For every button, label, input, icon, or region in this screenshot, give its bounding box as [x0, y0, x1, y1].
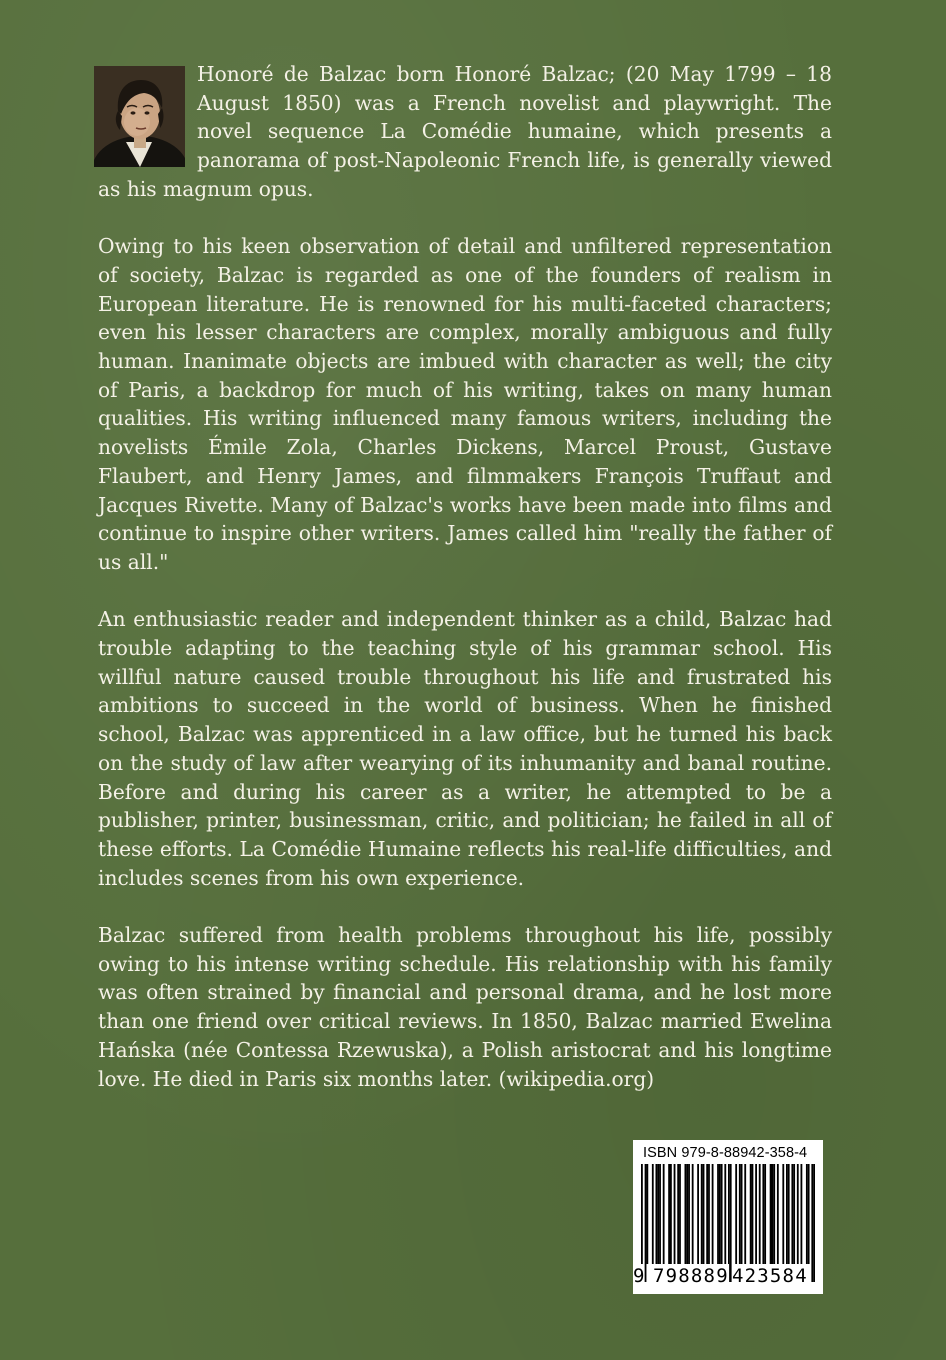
barcode-bar	[674, 1164, 676, 1264]
barcode-bar	[697, 1164, 699, 1264]
barcode-bar	[759, 1164, 761, 1264]
barcode-bar	[741, 1164, 743, 1264]
barcode-bar	[762, 1164, 764, 1264]
barcode-bar	[688, 1164, 690, 1264]
isbn-label: ISBN 979-8-88942-358-4	[643, 1145, 808, 1161]
bio-paragraph-3: An enthusiastic reader and independent thinker as a child, Balzac had trouble adapting to the teaching style of his grammar school. His willful nature caused trouble throughout his life and frustrated his ambitions to succeed in the world of business. When he finished school, Balzac was apprenticed in a law office, but he turned his back on the study of law after wearying of its inhumanity and banal routine. Before and during his career as a writer, he attempted to be a publisher, printer, businessman, critic, and politician; he failed in all of these efforts. La Comédie Humaine reflects his real-life difficulties, and includes scenes from his own experience.	[98, 607, 832, 890]
barcode-bar	[652, 1164, 654, 1264]
barcode-bar	[793, 1164, 795, 1264]
barcode-digit-lead: 9	[633, 1265, 645, 1287]
barcode-bar	[752, 1164, 754, 1264]
barcode-bar	[679, 1164, 681, 1264]
barcode-bar	[657, 1164, 659, 1264]
barcode-bar	[735, 1164, 737, 1264]
barcode-bar	[764, 1164, 766, 1264]
barcode-bar	[670, 1164, 672, 1264]
author-portrait	[94, 66, 185, 167]
barcode-bar	[786, 1164, 788, 1264]
barcode-bar	[656, 1164, 658, 1264]
barcode-bar	[750, 1164, 752, 1264]
barcode-bar	[677, 1164, 679, 1264]
barcode-bar	[719, 1164, 721, 1264]
barcode-digits	[633, 1264, 823, 1288]
bio-paragraph-1	[98, 60, 832, 204]
barcode-bar	[717, 1164, 719, 1264]
barcode-bar	[772, 1164, 774, 1264]
barcode-digits-right: 423584	[732, 1265, 808, 1287]
barcode-bar	[686, 1164, 688, 1264]
barcode-bar	[744, 1164, 746, 1264]
barcode-bar	[773, 1164, 775, 1264]
barcode-bar	[685, 1164, 687, 1264]
barcode-bar	[668, 1164, 670, 1264]
barcode-bar	[801, 1164, 803, 1264]
barcode-bar	[708, 1164, 710, 1264]
barcode-bar	[659, 1164, 661, 1264]
barcode-bar	[721, 1164, 723, 1264]
barcode-bar	[706, 1164, 708, 1264]
paragraph-text-1: Honoré de Balzac born Honoré Balzac; (20 May 1799 – 18 August 1850) was a French novelist and playwright. The novel sequence La Comédie humaine, which presents a panorama of post-Napoleonic French life, is generally viewed as his magnum opus.	[98, 62, 832, 201]
bio-paragraph-4: Balzac suffered from health problems throughout his life, possibly owing to his intense writing schedule. His relationship with his family was often strained by financial and personal drama, and he lost more than one friend over critical reviews. In 1850, Balzac married Ewelina Hańska (née Contessa Rzewuska), a Polish aristocrat and his longtime love. He died in Paris six months later. (wikipedia.org)	[98, 923, 832, 1091]
isbn-barcode	[633, 1140, 823, 1294]
barcode-bar	[701, 1164, 703, 1264]
barcode-bar	[663, 1164, 665, 1264]
barcode-digits-left: 798889	[653, 1265, 729, 1287]
barcode-bar	[770, 1164, 772, 1264]
barcode-bar	[755, 1164, 757, 1264]
barcode-bar	[791, 1164, 793, 1264]
bio-paragraph-2: Owing to his keen observation of detail and unfiltered representation of society, Balzac is regarded as one of the founders of realism in European literature. He is renowned for his multi-faceted characters; even his lesser characters are complex, morally ambiguous and fully human. Inanimate objects are imbued with character as well; the city of Paris, a backdrop for much of his writing, takes on many human qualities. His writing influenced many famous writers, including the novelists Émile Zola, Charles Dickens, Marcel Proust, Gustave Flaubert, and Henry James, and filmmakers François Truffaut and Jacques Rivette. Many of Balzac's works have been made into films and continue to inspire other writers. James called him "really the father of us all."	[98, 234, 832, 574]
barcode-bar	[739, 1164, 741, 1264]
barcode-bar	[808, 1164, 810, 1264]
portrait-illustration	[94, 66, 185, 167]
back-cover-text	[98, 60, 832, 1122]
barcode-bar	[692, 1164, 694, 1264]
barcode-bar	[788, 1164, 790, 1264]
barcode-bar	[646, 1164, 648, 1264]
barcode-bar	[703, 1164, 705, 1264]
barcode-bar	[777, 1164, 779, 1264]
barcode-bar	[712, 1164, 714, 1264]
barcode-bar	[806, 1164, 808, 1264]
barcode-bar	[782, 1164, 784, 1264]
barcode-bar	[797, 1164, 799, 1264]
